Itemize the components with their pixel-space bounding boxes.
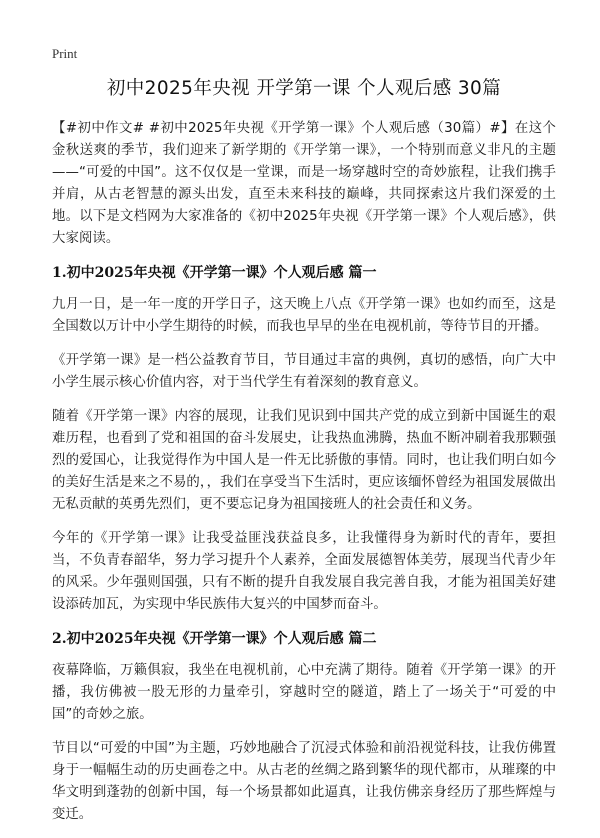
paragraph: 《开学第一课》是一档公益教育节目，节目通过丰富的典例，真切的感悟，向广大中小学生展示核心价值内容，对于当代学生有着深刻的教育意义。 <box>52 353 556 390</box>
section-heading-1: 1.初中2025年央视《开学第一课》个人观后感 篇一 <box>52 265 377 281</box>
paragraph: 今年的《开学第一课》让我受益匪浅获益良多，让我懂得身为新时代的青年，要担当，不负青春韶华，努力学习提升个人素养，全面发展德智体美劳，展现当代青少年的风采。少年强则国强，只有不断的提升自我发展自我完善自我，才能为祖国美好建设添砖加瓦，为实现中华民族伟大复兴的中国梦而奋斗。 <box>52 531 556 612</box>
paragraph: 九月一日，是一年一度的开学日子，这天晚上八点《开学第一课》也如约而至，这是全国数以万计中小学生期待的时候，而我也早早的坐在电视机前，等待节目的开播。 <box>52 297 556 334</box>
paragraph: 夜幕降临，万籁俱寂，我坐在电视机前，心中充满了期待。随着《开学第一课》的开播，我仿佛被一股无形的力量牵引，穿越时空的隧道，踏上了一场关于“可爱的中国”的奇妙之旅。 <box>52 663 556 722</box>
article-body <box>52 118 556 838</box>
print-link[interactable]: Print <box>52 46 78 61</box>
paragraph: 节目以“可爱的中国”为主题，巧妙地融合了沉浸式体验和前沿视觉科技，让我仿佛置身于一幅幅生动的历史画卷之中。从古老的丝绸之路到繁华的现代都市，从璀璨的中华文明到蓬勃的创新中国，每一个场景都如此逼真，让我仿佛亲身经历了那些辉煌与变迁。 <box>52 741 556 822</box>
section-heading-2: 2.初中2025年央视《开学第一课》个人观后感 篇二 <box>52 631 377 647</box>
intro-paragraph: 【#初中作文# #初中2025年央视《开学第一课》个人观后感（30篇）#】在这个金秋送爽的季节，我们迎来了新学期的《开学第一课》，一个特别而意义非凡的主题——“可爱的中国”。这不仅仅是一堂课，而是一场穿越时空的奇妙旅程，让我们携手并肩，从古老智慧的源头出发，直至未来科技的巅峰，共同探索这片我们深爱的土地。以下是文档网为大家准备的《初中2025年央视《开学第一课》个人观后感》，供大家阅读。 <box>52 121 556 246</box>
paragraph: 随着《开学第一课》内容的展现，让我们见识到中国共产党的成立到新中国诞生的艰难历程，也看到了党和祖国的奋斗发展史，让我热血沸腾，热血不断冲刷着我那颗强烈的爱国心，让我觉得作为中国人是一件无比骄傲的事情。同时，也让我们明白如今的美好生活是来之不易的，，我们在享受当下生活时，更应该缅怀曾经为祖国发展做出无私贡献的英勇先烈们，更不要忘记身为祖国接班人的社会责任和义务。 <box>52 409 556 512</box>
page-title: 初中2025年央视 开学第一课 个人观后感 30篇 <box>106 78 502 99</box>
